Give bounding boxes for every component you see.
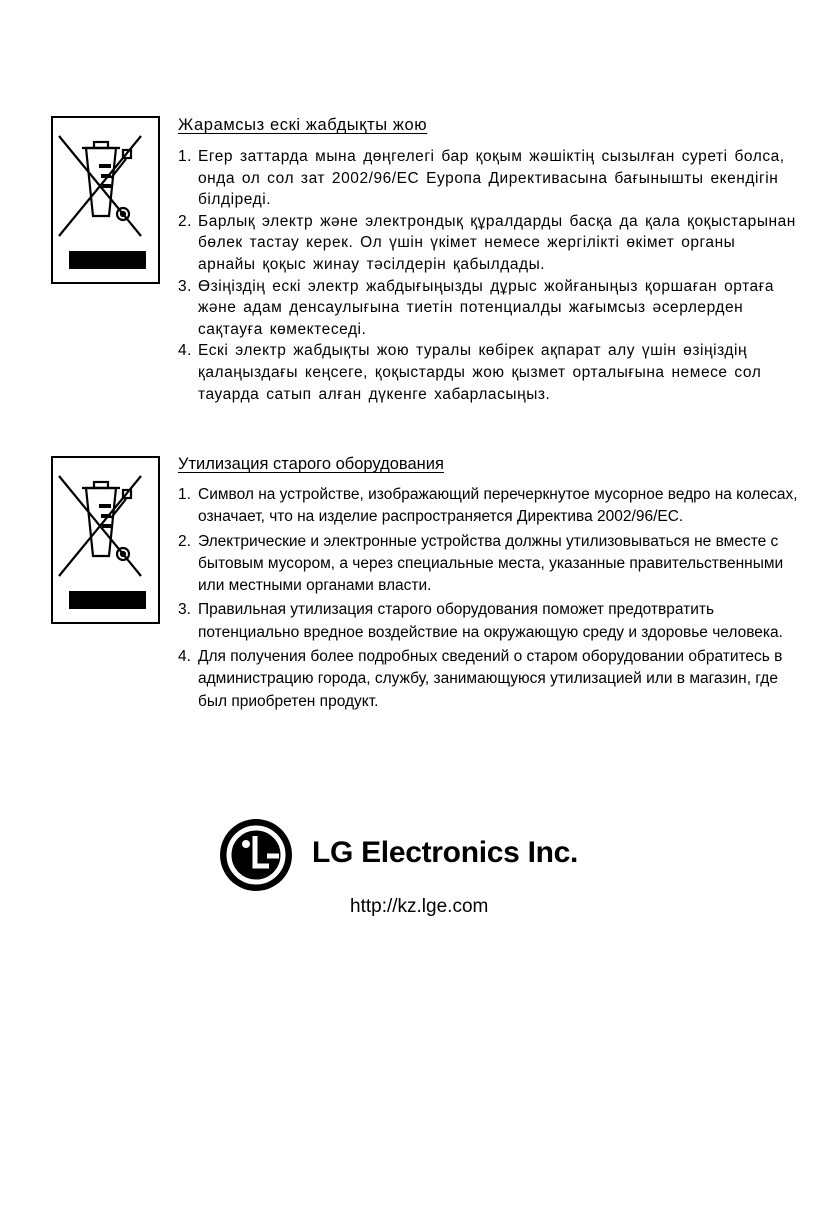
brand-name: LG Electronics Inc. — [312, 836, 579, 869]
list-item: 1. Символ на устройстве, изображающий перечеркнутое мусорное ведро на колесах, означает, что на изделие распространяется Директива 2002/96/EC. — [178, 486, 798, 526]
crossed-out-wheelie-bin-icon — [51, 116, 160, 284]
list-item: 1. Егер заттарда мына дөңгелегі бар қоқым жәшіктің сызылған суреті болса, онда ол сол зат 2002/96/EC Еуропа Директивасына бағынышты екендігін білдіреді. — [178, 148, 785, 209]
website-link[interactable]: http://kz.lge.com — [350, 896, 489, 917]
list-item: 2. Барлық электр және электрондық құралдарды басқа да қала қоқыстарынан бөлек тастау керек. Ол үшін үкімет немесе жергілікті өкімет органы арнайы қоқыс жинау тәсілдерін қабылдады. — [178, 212, 796, 273]
crossed-out-wheelie-bin-icon — [51, 456, 160, 624]
list-item: 2. Электрические и электронные устройства должны утилизовываться не вместе с бытовым мусором, а через специальные места, указанные правительственными или местными органами власти. — [178, 532, 784, 595]
section-title: Жарамсыз ескі жабдықты жою — [178, 116, 428, 134]
list-item: 3. Правильная утилизация старого оборудования поможет предотвратить потенциально вредное воздействие на окружающую среду и здоровье человека. — [178, 601, 783, 641]
lg-logo — [219, 818, 293, 897]
item-list — [178, 484, 798, 715]
list-item: 4. Ескі электр жабдықты жою туралы көбірек ақпарат алу үшін өзіңіздің қалаңыздағы кеңсеге, қоқыстарды жою қызмет орталығына немесе сол тауарда сатып алған дүкенге хабарласыңыз. — [178, 342, 762, 403]
list-item: 4. Для получения более подробных сведений о старом оборудовании обратитесь в администрацию города, службу, занимающуюся утилизацией или в магазин, где был приобретен продукт. — [178, 648, 783, 710]
section-title: Утилизация старого оборудования — [178, 455, 444, 473]
list-item: 3. Өзіңіздің ескі электр жабдығыңызды дұрыс жойғаныңыз қоршаған ортаға және адам денсаулығына тиетін потенциалды жағымсыз әсерлерден сақтауға көмектеседі. — [178, 277, 775, 338]
item-list — [178, 146, 798, 405]
